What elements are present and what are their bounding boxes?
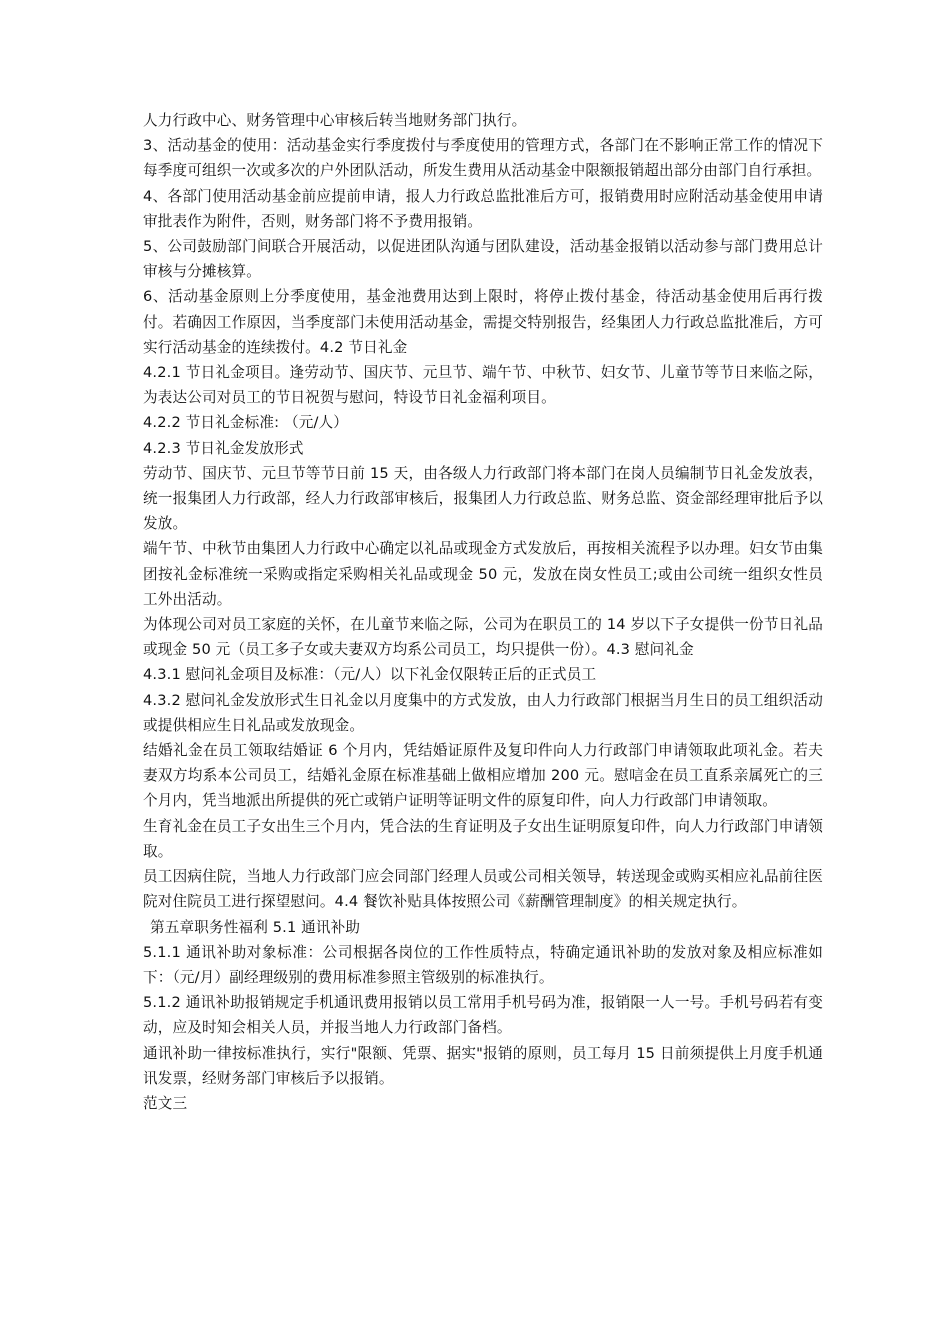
paragraph-communication-standard: 5.1.1 通讯补助对象标准：公司根据各岗位的工作性质特点，特确定通讯补助的发放对象及相应标准如下：（元/月）副经理级别的费用标准参照主管级别的标准执行。 (143, 943, 823, 986)
paragraph-holiday-gift-items: 4.2.1 节日礼金项目。逢劳动节、国庆节、元旦节、端午节、中秋节、妇女节、儿童节等节日来临之际，为表达公司对员工的节日祝贺与慰问，特设节日礼金福利项目。 (143, 364, 823, 407)
paragraph-holiday-distribution: 劳动节、国庆节、元旦节等节日前 15 天，由各级人力行政部门将本部门在岗人员编制节日礼金发放表，统一报集团人力行政部，经人力行政部审核后，报集团人力行政总监、财务总监、资金部经理审批后予以发放。 (143, 464, 823, 533)
paragraph-joint-activities: 5、公司鼓励部门间联合开展活动，以促进团队沟通与团队建设，活动基金报销以活动参与部门费用总计审核与分摊核算。 (143, 238, 823, 281)
document-body (143, 108, 823, 1116)
paragraph-fund-usage: 3、活动基金的使用：活动基金实行季度拨付与季度使用的管理方式，各部门在不影响正常工作的情况下每季度可组织一次或多次的户外团队活动，所发生费用从活动基金中限额报销超出部分由部门自行承担。 (143, 137, 823, 180)
paragraph-holiday-gift-standard: 4.2.2 节日礼金标准: （元/人） (143, 414, 349, 432)
paragraph-communication-rules: 通讯补助一律按标准执行，实行"限额、凭票、据实"报销的原则，员工每月 15 日前须提供上月度手机通讯发票，经财务部门审核后予以报销。 (143, 1044, 823, 1087)
paragraph-holiday-gift-form: 4.2.3 节日礼金发放形式 (143, 439, 304, 457)
paragraph-communication-reimbursement: 5.1.2 通讯补助报销规定手机通讯费用报销以员工常用手机号码为准，报销限一人一号。手机号码若有变动，应及时知会相关人员，并报当地人力行政部门备档。 (143, 994, 823, 1037)
paragraph-birthday-gift: 4.3.2 慰问礼金发放形式生日礼金以月度集中的方式发放，由人力行政部门根据当月生日的员工组织活动或提供相应生日礼品或发放现金。 (143, 691, 823, 734)
chapter-heading-five: 第五章职务性福利 5.1 通讯补助 (150, 918, 361, 936)
paragraph-dragon-boat-midautumn: 端午节、中秋节由集团人力行政中心确定以礼品或现金方式发放后，再按相关流程予以办理。妇女节由集团按礼金标准统一采购或指定采购相关礼品或现金 50 元，发放在岗女性员工;或由公司统一组织女性员工外出活动。 (143, 540, 823, 608)
paragraph-birth-gift: 生育礼金在员工子女出生三个月内，凭合法的生育证明及子女出生证明原复印件，向人力行政部门申请领取。 (143, 817, 823, 860)
paragraph-condolence-standard: 4.3.1 慰问礼金项目及标准：（元/人）以下礼金仅限转正后的正式员工 (143, 666, 597, 684)
paragraph-approval-execution: 人力行政中心、财务管理中心审核后转当地财务部门执行。 (143, 112, 527, 129)
paragraph-wedding-gift: 结婚礼金在员工领取结婚证 6 个月内，凭结婚证原件及复印件向人力行政部门申请领取此项礼金。若夫妻双方均系本公司员工，结婚礼金原在标准基础上做相应增加 200 元。慰唁金在员工直系亲属死亡的三个月内，凭当地派出所提供的死亡或销户证明等证明文件的原复印件，向人力行政部门申请领取。 (143, 742, 823, 810)
paragraph-hospital-visit: 员工因病住院，当地人力行政部门应会同部门经理人员或公司相关领导，转送现金或购买相应礼品前往医院对住院员工进行探望慰问。4.4 餐饮补贴具体按照公司《薪酬管理制度》的相关规定执行。 (143, 868, 823, 911)
paragraph-quarterly-usage: 6、活动基金原则上分季度使用，基金池费用达到上限时，将停止拨付基金，待活动基金使用后再行拨付。若确因工作原因，当季度部门未使用活动基金，需提交特别报告，经集团人力行政总监批准后，方可实行活动基金的连续拨付。4.2 节日礼金 (143, 288, 823, 356)
paragraph-sample-three: 范文三 (143, 1094, 188, 1112)
paragraph-childrens-day: 为体现公司对员工家庭的关怀，在儿童节来临之际，公司为在职员工的 14 岁以下子女提供一份节日礼品或现金 50 元（员工多子女或夫妻双方均系公司员工，均只提供一份）。4.3 慰问礼金 (143, 616, 823, 659)
paragraph-fund-application: 4、各部门使用活动基金前应提前申请，报人力行政总监批准后方可，报销费用时应附活动基金使用申请审批表作为附件，否则，财务部门将不予费用报销。 (143, 187, 823, 230)
